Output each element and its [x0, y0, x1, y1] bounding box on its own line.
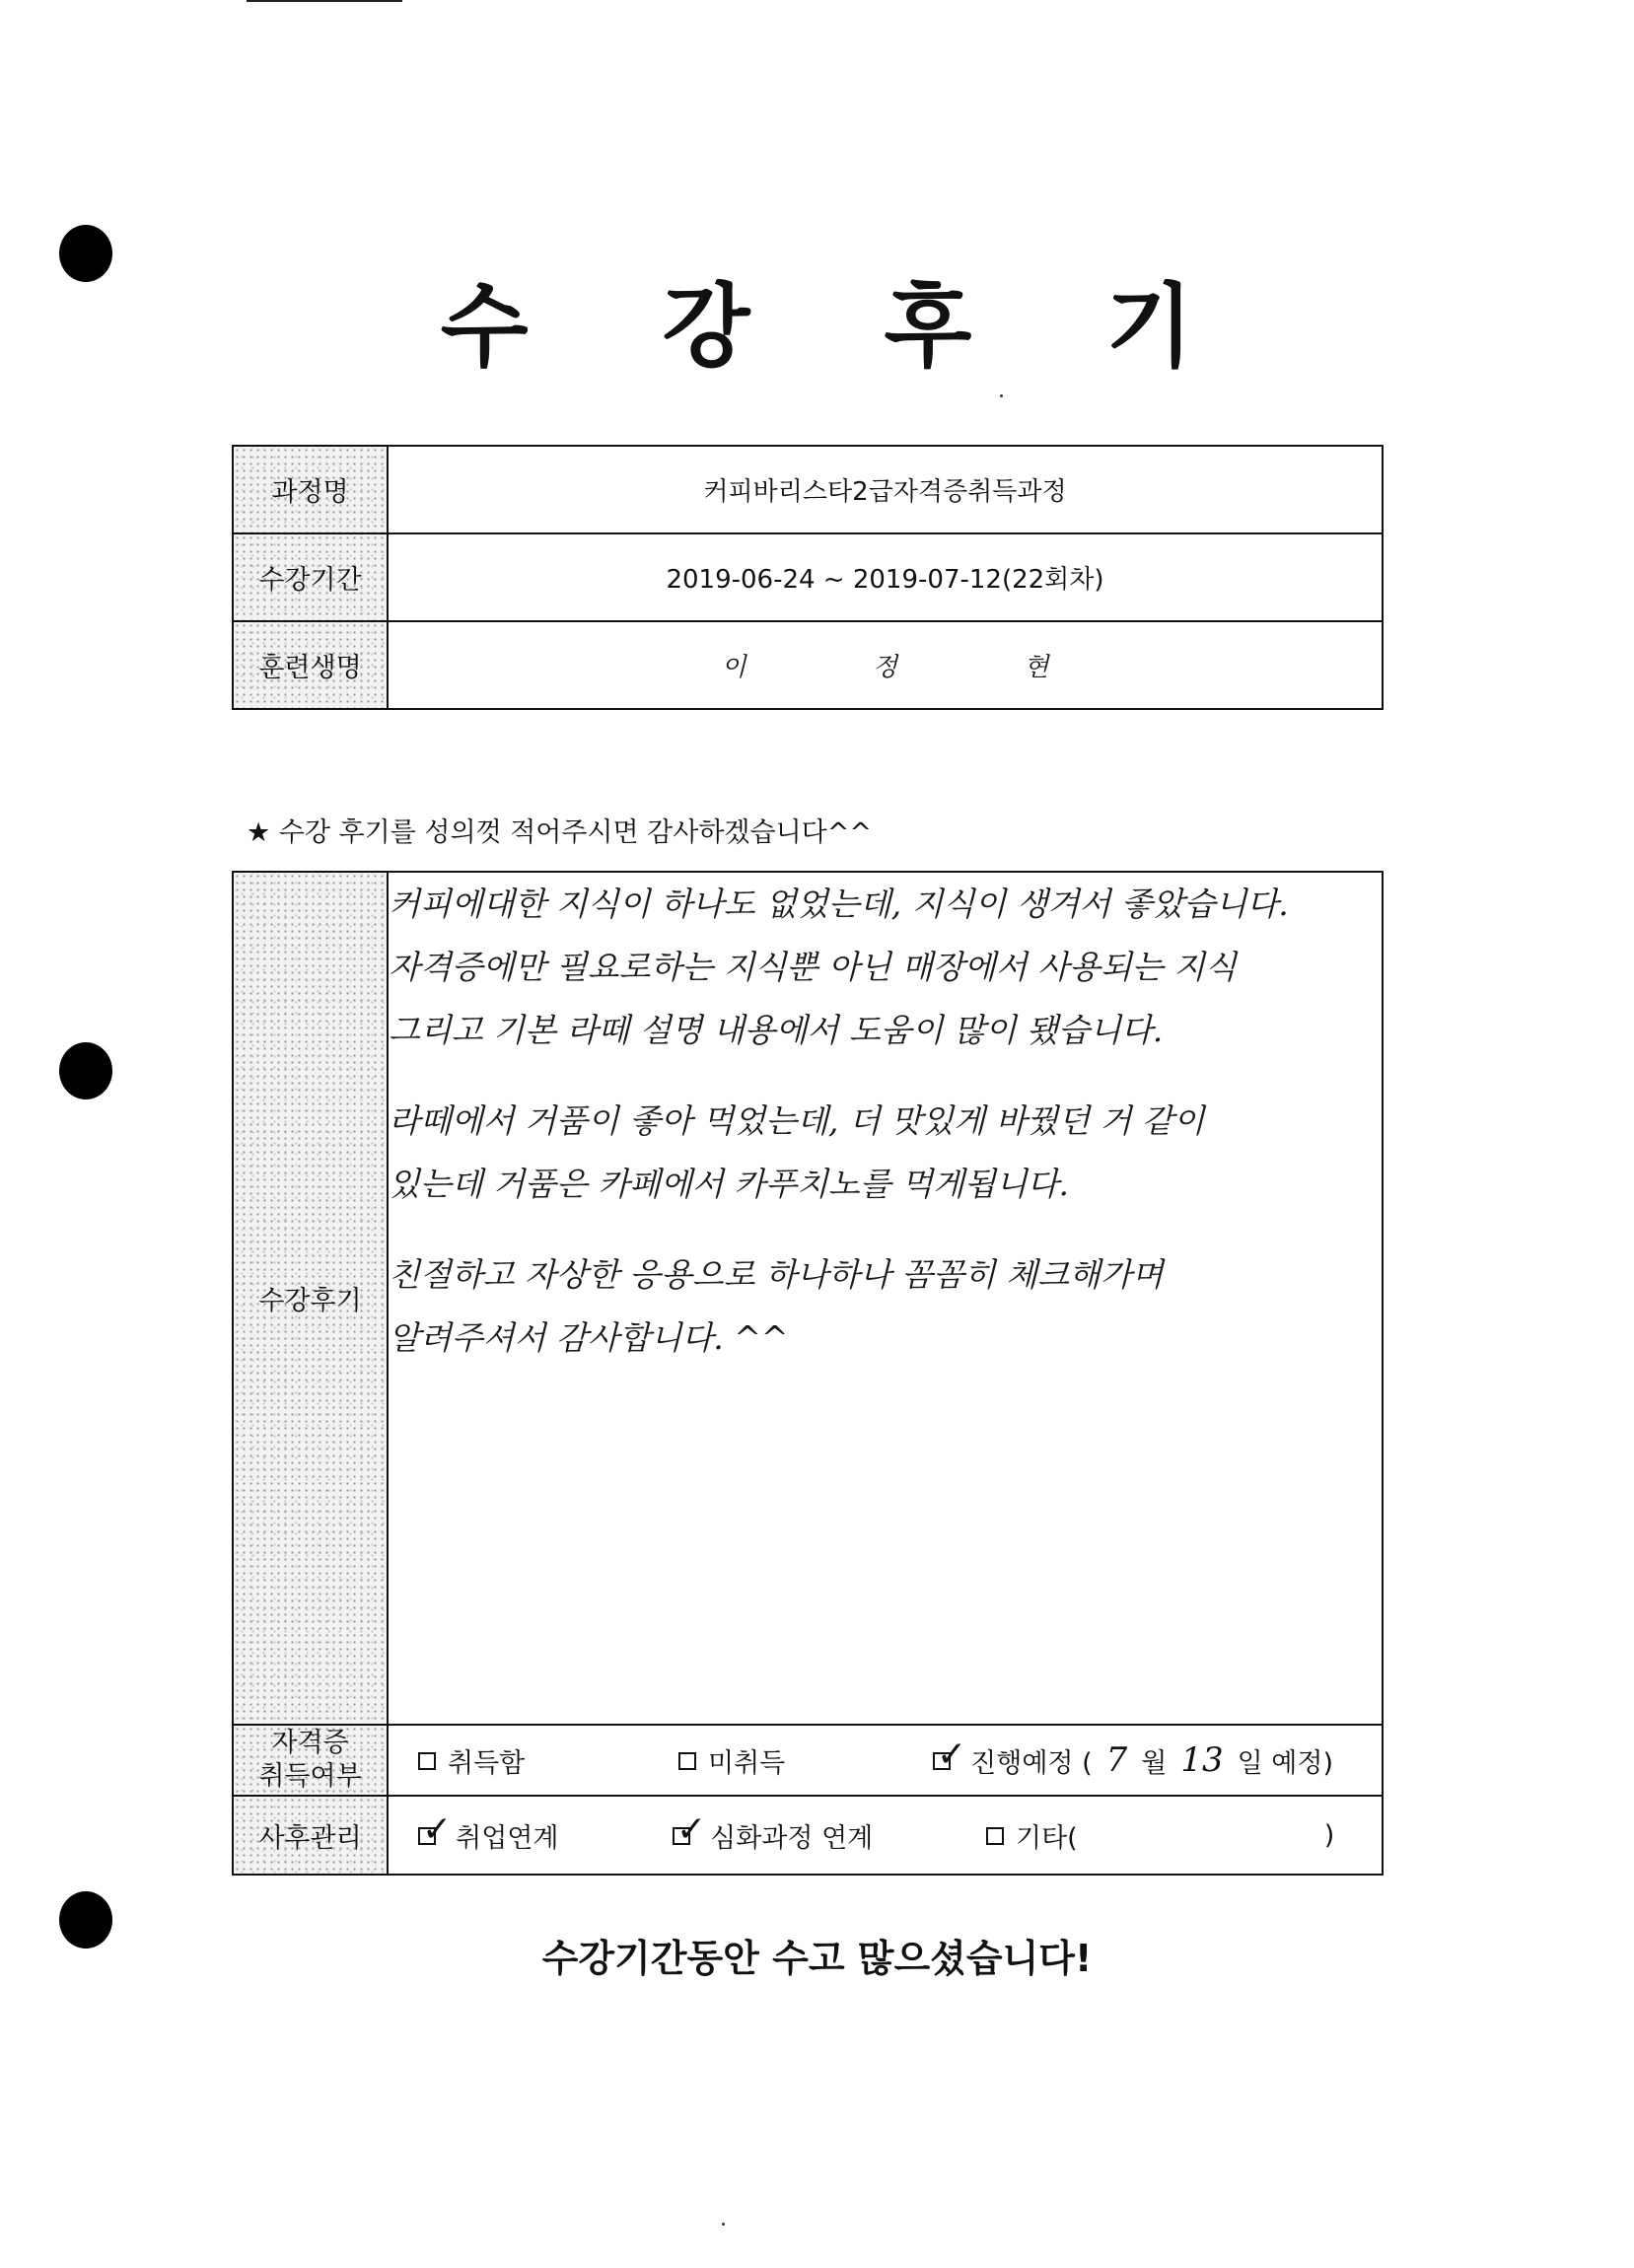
option-not-acquired-label: 미취득: [708, 1747, 786, 1779]
review-line: 그리고 기본 라떼 설명 내용에서 도움이 많이 됐습니다.: [389, 1011, 1164, 1049]
check-mark-icon: ✓: [937, 1734, 967, 1775]
review-text-area: [388, 872, 1383, 1725]
month-unit: 월: [1141, 1747, 1168, 1779]
option-planned-label: 진행예정 (: [970, 1747, 1093, 1779]
review-line: 자격증에만 필요로하는 지식뿐 아닌 매장에서 사용되는 지식: [389, 948, 1237, 986]
option-advanced[interactable]: [673, 1808, 986, 1856]
certification-row: [233, 1725, 1383, 1796]
certification-label-line2: 취득여부: [258, 1761, 362, 1792]
option-acquired-label: 취득함: [448, 1747, 526, 1779]
period-label: 수강기간: [233, 533, 388, 621]
punch-hole-middle: [59, 1042, 112, 1099]
aftercare-row: [233, 1796, 1383, 1875]
paragraph-gap: [389, 1062, 1382, 1090]
review-line: 있는데 거품은 카페에서 카푸치노를 먹게됩니다.: [389, 1165, 1070, 1203]
review-table: [232, 871, 1384, 1876]
course-info-table: [232, 445, 1384, 710]
check-mark-icon: ✓: [676, 1808, 707, 1850]
day-handwritten: 13: [1180, 1740, 1224, 1780]
option-other[interactable]: [986, 1816, 1334, 1855]
certification-option-group: [389, 1734, 1382, 1781]
review-line: 친절하고 자상한 응용으로 하나하나 꼼꼼히 체크해가며: [389, 1255, 1164, 1294]
scan-speck: [1000, 394, 1003, 397]
page-title: 수 강 후 기: [440, 274, 1245, 380]
trainee-name-handwritten: 이 정 현: [388, 621, 1383, 709]
course-row: [233, 446, 1383, 533]
certification-label: [233, 1725, 388, 1796]
instruction-text: ★ 수강 후기를 성의껏 적어주시면 감사하겠습니다^^: [247, 817, 873, 848]
course-value: 커피바리스타2급자격증취득과정: [388, 446, 1383, 533]
option-planned[interactable]: [933, 1734, 1333, 1781]
closing-message: 수강기간동안 수고 많으셨습니다!: [541, 1937, 1093, 1980]
trainee-row: [233, 621, 1383, 709]
review-row: [233, 872, 1383, 1725]
option-employment-label: 취업연계: [456, 1822, 559, 1854]
review-line: 커피에대한 지식이 하나도 없었는데, 지식이 생겨서 좋았습니다.: [389, 885, 1289, 923]
checkbox-other[interactable]: [986, 1827, 1004, 1845]
scan-speck: [722, 2223, 725, 2226]
trainee-label: 훈련생명: [233, 621, 388, 709]
option-other-close: ): [1323, 1819, 1335, 1851]
aftercare-option-group: [389, 1808, 1382, 1856]
period-row: [233, 533, 1383, 621]
review-label: 수강후기: [233, 872, 388, 1725]
course-label: 과정명: [233, 446, 388, 533]
checkbox-not-acquired[interactable]: [678, 1752, 696, 1770]
aftercare-options: [388, 1796, 1383, 1875]
option-employment[interactable]: [418, 1808, 673, 1856]
certification-options: [388, 1725, 1383, 1796]
option-not-acquired[interactable]: [678, 1741, 933, 1780]
review-line: 라떼에서 거품이 좋아 먹었는데, 더 맛있게 바꿨던 거 같이: [389, 1101, 1205, 1140]
paragraph-gap: [389, 1216, 1382, 1243]
option-other-label: 기타(: [1016, 1822, 1078, 1854]
review-line: 알려주셔서 감사합니다. ^^: [389, 1318, 789, 1357]
certification-label-line1: 자격증: [271, 1728, 349, 1758]
scan-mark-top: [247, 0, 402, 2]
checkbox-acquired[interactable]: [418, 1752, 436, 1770]
month-handwritten: 7: [1105, 1740, 1128, 1780]
check-mark-icon: ✓: [422, 1808, 453, 1850]
aftercare-label: 사후관리: [233, 1796, 388, 1875]
period-value: 2019-06-24 ~ 2019-07-12(22회차): [388, 533, 1383, 621]
day-unit: 일 예정): [1237, 1747, 1333, 1779]
option-acquired[interactable]: [418, 1741, 678, 1780]
option-advanced-label: 심화과정 연계: [710, 1822, 874, 1854]
